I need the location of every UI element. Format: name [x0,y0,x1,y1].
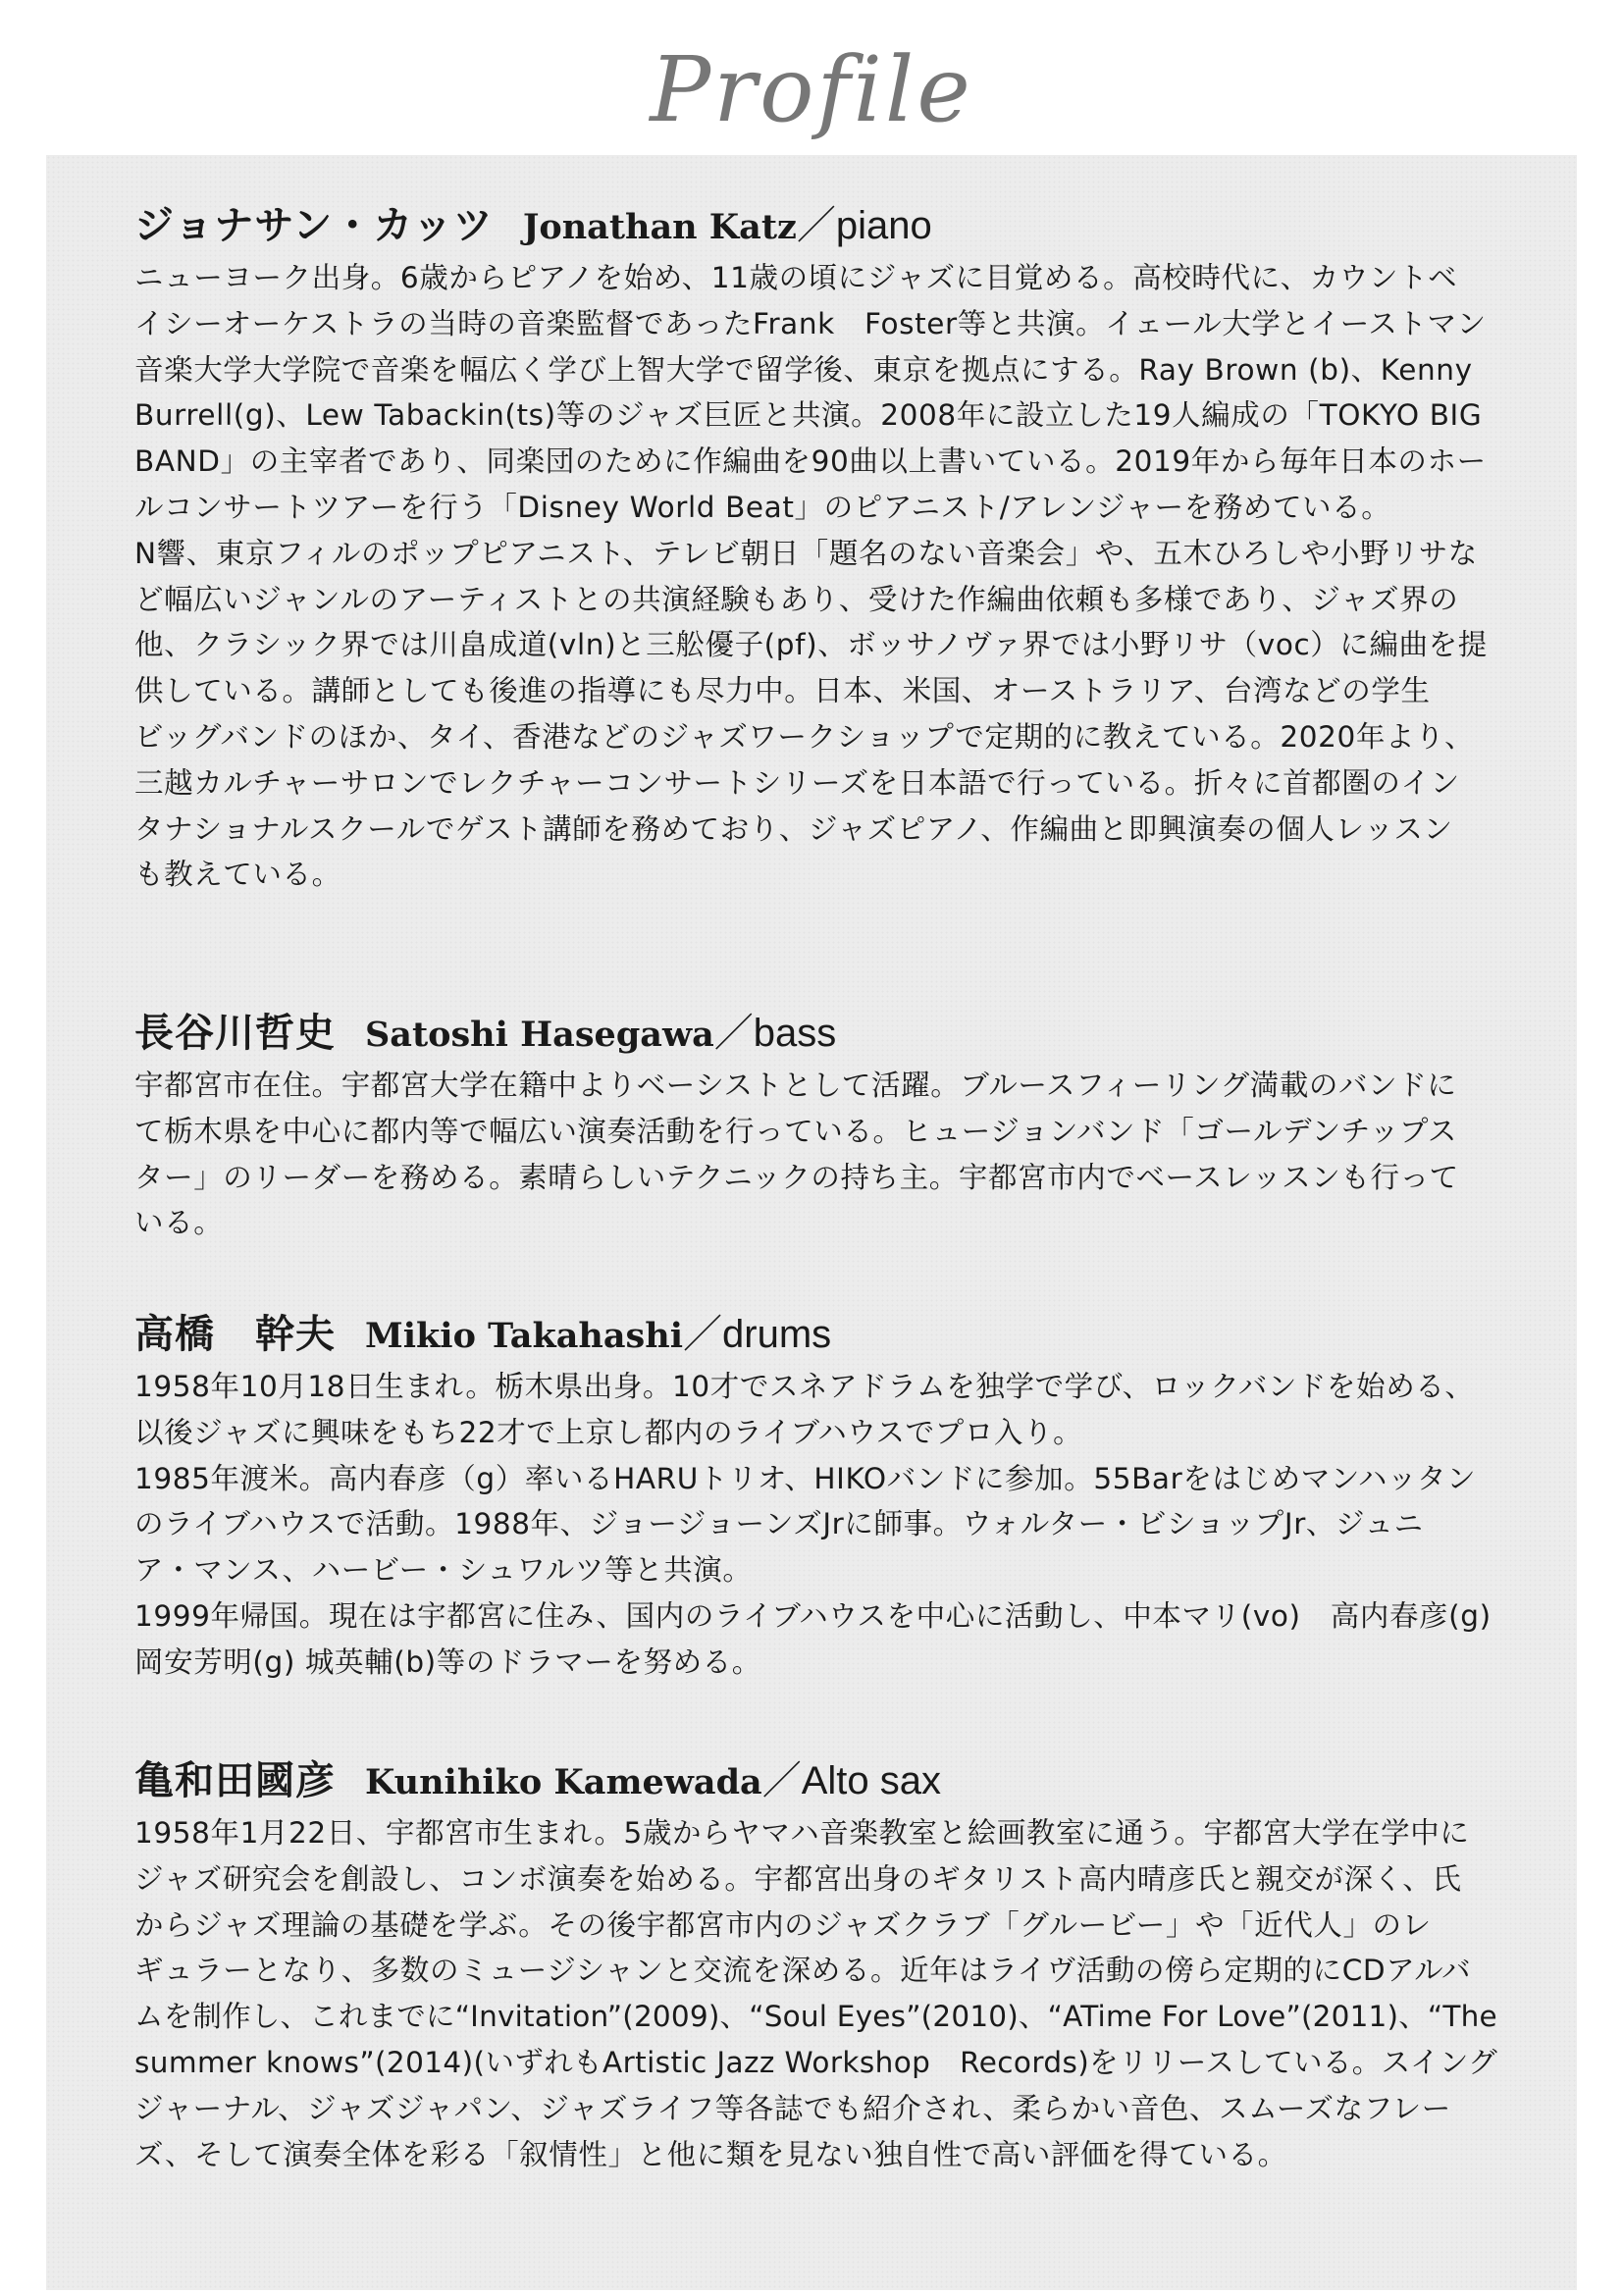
bio-line: Burrell(g)、Lew Tabackin(ts)等のジャズ巨匠と共演。2008年に設立した19人編成の「TOKYO BIG [134,398,1483,433]
profile-body [134,1364,1503,1686]
bio-line: ター」のリーダーを務める。素晴らしいテクニックの持ち主。宇都宮市内でベースレッスンも行って [134,1160,1459,1194]
bio-line: ルコンサートツアーを行う「Disney World Beat」のピアニスト/アレンジャーを務めている。 [134,490,1391,524]
bio-line: ニューヨーク出身。6歳からピアノを始め、11歳の頃にジャズに目覚める。高校時代に、カウントベ [134,261,1458,294]
bio-line: て栃木県を中心に都内等で幅広い演奏活動を行っている。ヒュージョンバンド「ゴールデンチップス [134,1114,1458,1148]
bio-line: からジャズ理論の基礎を学ぶ。その後宇都宮市内のジャズクラブ「グルービー」や「近代人」のレ [134,1907,1432,1942]
bio-line: のライブハウスで活動。1988年、ジョージョーンズJrに師事。ウォルター・ビショップJr、ジュニ [134,1507,1424,1541]
bio-line: 1999年帰国。現在は宇都宮に住み、国内のライブハウスを中心に活動し、中本マリ(vo) 高内春彦(g) [134,1598,1492,1633]
bio-line: ジャーナル、ジャズジャパン、ジャズライフ等各誌でも紹介され、柔らかい音色、スムーズなフレー [134,2091,1451,2125]
bio-line: 岡安芳明(g) 城英輔(b)等のドラマーを努める。 [134,1644,761,1679]
bio-line: 1958年1月22日、宇都宮市生まれ。5歳からヤマハ音楽教室と絵画教室に通う。宇都宮大学在学中に [134,1816,1470,1850]
bio-line: ギュラーとなり、多数のミュージシャンと交流を深める。近年はライヴ活動の傍ら定期的にCDアルバ [134,1954,1472,1988]
bio-line: 供している。講師としても後進の指導にも尽力中。日本、米国、オーストラリア、台湾などの学生 [134,674,1431,708]
profile-body [134,1810,1503,2177]
bio-line: 1958年10月18日生まれ。栃木県出身。10才でスネアドラムを独学で学び、ロックバンドを始める、 [134,1370,1475,1403]
name-jp: 高橋 幹夫 [134,1312,336,1357]
bio-line: タナショナルスクールでゲスト講師を務めており、ジャズピアノ、作編曲と即興演奏の個人レッスン [134,811,1453,846]
instrument: ／Alto sax [761,1759,942,1802]
bio-line: イシーオーケストラの当時の音楽監督であったFrank Foster等と共演。イェール大学とイーストマン [134,306,1487,340]
page-title: Profile [650,37,973,142]
name-jp: 長谷川哲史 [134,1011,336,1056]
bio-line: BAND」の主宰者であり、同楽団のために作編曲を90曲以上書いている。2019年から毎年日本のホー [134,444,1487,479]
name-en: Mikio Takahashi [365,1316,683,1356]
bio-line: 音楽大学大学院で音楽を幅広く学び上智大学で留学後、東京を拠点にする。Ray Brown (b)、Kenny [134,352,1473,387]
name-en: Kunihiko Kamewada [365,1762,762,1802]
bio-line: ど幅広いジャンルのアーティストとの共演経験もあり、受けた作編曲依頼も多様であり、ジャズ界の [134,582,1459,616]
instrument: ／drums [683,1313,832,1356]
name-jp: ジョナサン・カッツ [134,203,494,248]
profile-heading [134,1305,1503,1364]
bio-line: も教えている。 [134,858,341,892]
bio-line: ビッグバンドのほか、タイ、香港などのジャズワークショップで定期的に教えている。2020年より、 [134,719,1475,754]
profile-satoshi-hasegawa [134,1004,1503,1246]
profile-heading [134,1751,1503,1810]
profile-jonathan-katz [134,196,1503,898]
bio-line: ジャズ研究会を創設し、コンボ演奏を始める。宇都宮出身のギタリスト高内晴彦氏と親交が深く、氏 [134,1861,1462,1896]
bio-line: いる。 [134,1206,224,1240]
profile-heading [134,1004,1503,1063]
bio-line: ズ、そして演奏全体を彩る「叙情性」と他に類を見ない独自性で高い評価を得ている。 [134,2137,1287,2171]
profile-mikio-takahashi [134,1305,1503,1686]
name-en: Satoshi Hasegawa [365,1015,714,1055]
instrument: ／bass [713,1012,837,1055]
instrument: ／piano [796,204,932,247]
profile-body [134,1063,1503,1246]
bio-line: N響、東京フィルのポップピアニスト、テレビ朝日「題名のない音楽会」や、五木ひろしや小野リサな [134,536,1478,570]
bio-line: summer knows”(2014)(いずれもArtistic Jazz Workshop Records)をリリースしている。スイング [134,2045,1498,2079]
name-en: Jonathan Katz [522,207,797,247]
bio-line: 他、クラシック界では川畠成道(vln)と三舩優子(pf)、ボッサノヴァ界では小野リサ（voc）に編曲を提 [134,628,1488,662]
profile-kunihiko-kamewada [134,1751,1503,2177]
bio-line: ア・マンス、ハービー・シュワルツ等と共演。 [134,1553,753,1588]
bio-line: 宇都宮市在住。宇都宮大学在籍中よりベーシストとして活躍。ブルースフィーリング満載のバンドに [134,1069,1457,1102]
bio-line: 以後ジャズに興味をもち22才で上京し都内のライブハウスでプロ入り。 [134,1415,1083,1449]
name-jp: 亀和田國彦 [134,1758,336,1803]
profile-heading [134,196,1503,255]
bio-line: ムを制作し、これまでに“Invitation”(2009)、“Soul Eyes”(2010)、“ATime For Love”(2011)、“The [134,2000,1497,2034]
profile-body [134,255,1503,898]
bio-line: 1985年渡米。高内春彦（g）率いるHARUトリオ、HIKOバンドに参加。55Barをはじめマンハッタン [134,1461,1477,1495]
bio-line: 三越カルチャーサロンでレクチャーコンサートシリーズを日本語で行っている。折々に首都圏のイン [134,765,1460,800]
